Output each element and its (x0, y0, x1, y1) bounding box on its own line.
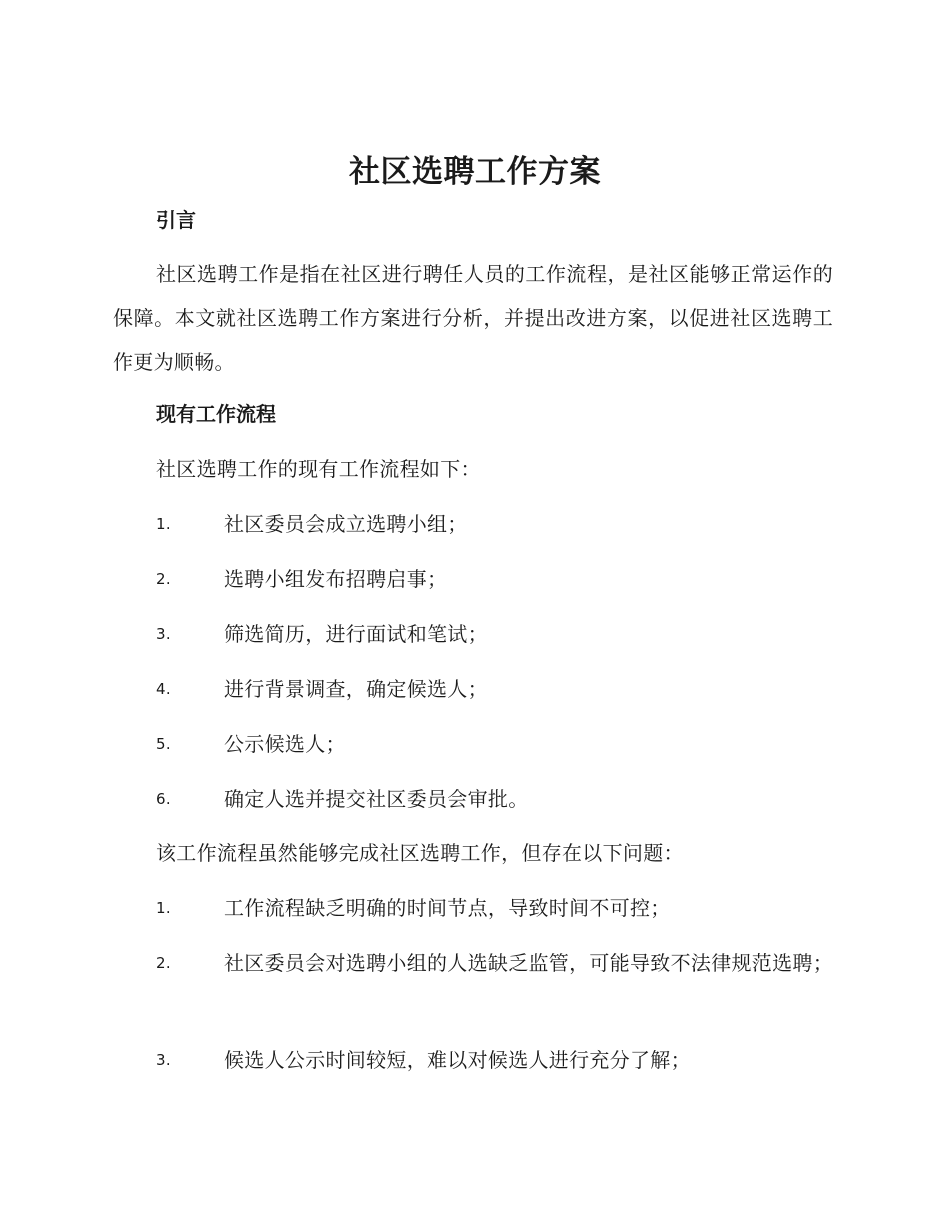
section-heading-current-workflow: 现有工作流程 (156, 402, 276, 426)
list-item (113, 942, 833, 984)
list-item-number: 1. (156, 899, 171, 917)
list-item-text: 筛选简历，进行面试和笔试； (224, 622, 488, 646)
list-item (113, 503, 833, 545)
list-item-number: 1. (156, 515, 171, 533)
list-item-text: 社区委员会对选聘小组的人选缺乏监管，可能导致不法律规范选聘； (224, 951, 833, 975)
list-item-text: 社区委员会成立选聘小组； (224, 512, 468, 536)
list-item-number: 3. (156, 625, 171, 643)
list-item-number: 5. (156, 735, 171, 753)
list-item (113, 668, 833, 710)
list-item-number: 6. (156, 790, 171, 808)
section-heading-intro: 引言 (156, 208, 196, 232)
list-item-number: 2. (156, 954, 171, 972)
workflow-lead-text: 社区选聘工作的现有工作流程如下： (156, 457, 481, 481)
list-item (113, 1039, 833, 1081)
list-item-text: 选聘小组发布招聘启事； (224, 567, 448, 591)
problems-lead-text: 该工作流程虽然能够完成社区选聘工作，但存在以下问题： (156, 841, 684, 865)
list-item (113, 723, 833, 765)
document-title: 社区选聘工作方案 (349, 154, 601, 190)
list-item (113, 558, 833, 600)
list-item-text: 确定人选并提交社区委员会审批。 (224, 787, 529, 811)
list-item (113, 887, 833, 929)
list-item-text: 进行背景调查，确定候选人； (224, 677, 488, 701)
list-item-number: 2. (156, 570, 171, 588)
intro-paragraph: 社区选聘工作是指在社区进行聘任人员的工作流程，是社区能够正常运作的保障。本文就社区选聘工作方案进行分析，并提出改进方案，以促进社区选聘工作更为顺畅。 (113, 262, 833, 374)
list-item-number: 4. (156, 680, 171, 698)
list-item-number: 3. (156, 1051, 171, 1069)
list-item-text: 工作流程缺乏明确的时间节点，导致时间不可控； (224, 896, 671, 920)
list-item-text: 公示候选人； (224, 732, 346, 756)
list-item-text: 候选人公示时间较短，难以对候选人进行充分了解； (224, 1048, 691, 1072)
list-item (113, 778, 833, 820)
list-item (113, 613, 833, 655)
